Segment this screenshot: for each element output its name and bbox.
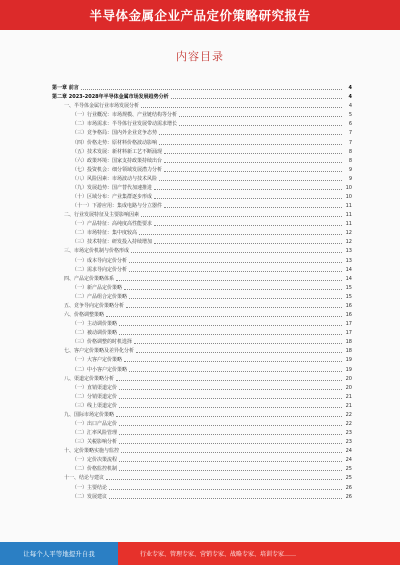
toc-entry[interactable] [52,327,352,336]
toc-entry-title: （一）产品特征：高纯度高性能要求 [72,221,153,228]
toc-entry[interactable] [52,118,352,127]
toc-entry[interactable] [52,409,352,418]
toc-entry-title: 十、定价策略实施与监控 [64,448,120,455]
toc-entry-title: （二）汇率风险管理 [72,430,118,437]
toc-entry-title: （三）竞争格局：国内外企业竞争态势 [72,130,158,137]
toc-leader-dots [119,425,342,426]
footer-experts: 行业专家、管理专家、营销专家、战略专家、培训专家…… [118,542,400,565]
toc-leader-dots [129,298,342,299]
toc-leader-dots [129,271,342,272]
toc-entry-title: （十）区域分布：产业集群逐步形成 [72,194,153,201]
toc-page-number: 24 [345,457,352,464]
toc-entry[interactable] [52,491,352,500]
toc-page-number: 17 [345,321,352,328]
toc-leader-dots [154,189,342,190]
toc-page-number: 7 [348,130,352,137]
toc-entry[interactable] [52,463,352,472]
toc-entry-title: （二）市场需求：半导体行业发展带动需求增长 [72,121,178,128]
toc-leader-dots [154,198,342,199]
toc-page-number: 5 [348,112,352,119]
toc-entry-title: （五）技术发展：新材料新工艺不断涌现 [72,148,163,155]
toc-entry[interactable] [52,200,352,209]
toc-page-number: 4 [348,94,352,101]
toc-page-number: 23 [345,430,352,437]
toc-entry[interactable] [52,472,352,481]
toc-entry-title: （二）市场特征：集中度较高 [72,230,138,237]
toc-entry[interactable] [52,427,352,436]
toc-page-number: 22 [345,411,352,418]
toc-leader-dots [109,498,342,499]
toc-page-number: 25 [345,466,352,473]
toc-leader-dots [119,389,342,390]
toc-page-number: 4 [348,85,352,92]
toc-entry-title: 一、半导体金属行业市场发展分析 [64,103,140,110]
toc-entry-title: （一）行业概况：市场规模、产业链结构等分析 [72,112,178,119]
toc-leader-dots [129,371,342,372]
toc-leader-dots [119,398,342,399]
toc-entry[interactable] [52,436,352,445]
toc-entry[interactable] [52,164,352,173]
toc-page-number: 18 [345,339,352,346]
toc-page-number: 11 [345,212,352,219]
toc-page-number: 7 [348,139,352,146]
toc-page-number: 14 [345,275,352,282]
toc-entry[interactable] [52,391,352,400]
toc-entry[interactable] [52,373,352,382]
toc-entry-title: 六、价格调整策略 [64,312,105,319]
toc-leader-dots [154,243,342,244]
toc-page-number: 25 [345,475,352,482]
toc-page-number: 23 [345,439,352,446]
toc-entry[interactable] [52,309,352,318]
toc-page-number: 22 [345,420,352,427]
toc-leader-dots [131,252,342,253]
toc-entry[interactable] [52,318,352,327]
toc-entry[interactable] [52,82,352,91]
toc-entry[interactable] [52,354,352,363]
toc-entry-title: 第二章 2023-2028年半导体金属市场发展趋势分析 [52,94,169,101]
toc-entry[interactable] [52,336,352,345]
toc-entry-title: （二）发展建议 [72,493,108,500]
toc-page-number: 15 [345,284,352,291]
toc-page-number: 8 [348,148,352,155]
toc-entry-title: 第一章 前言 [52,85,79,92]
toc-page-number: 12 [345,239,352,246]
toc-entry[interactable] [52,264,352,273]
toc-entry-title: 五、竞争导向定价策略分析 [64,302,125,309]
toc-leader-dots [106,479,342,480]
toc-page-number: 15 [345,293,352,300]
toc-page-number: 13 [345,257,352,264]
toc-entry[interactable] [52,481,352,490]
toc-entry[interactable] [52,454,352,463]
toc-entry-title: （二）需求导向定价分析 [72,266,128,273]
toc-leader-dots [171,98,342,99]
toc-entry[interactable] [52,273,352,282]
toc-entry[interactable] [52,418,352,427]
toc-leader-dots [109,489,342,490]
toc-page-number: 8 [348,157,352,164]
toc-entry-title: 四、产品定价策略体系 [64,275,115,282]
toc-page-number: 16 [345,302,352,309]
toc-entry-title: 二、行业发展特征及主要影响因素 [64,212,140,219]
toc-page-number: 19 [345,357,352,364]
toc-page-number: 21 [345,402,352,409]
toc-page-number: 6 [348,121,352,128]
toc-entry-title: （二）被动调价策略 [72,330,118,337]
toc-entry[interactable] [52,146,352,155]
toc-page-number: 26 [345,484,352,491]
toc-entry-title: （一）直销渠道定价 [72,384,118,391]
toc-entry[interactable] [52,109,352,118]
toc-entry-title: （三）线上渠道定价 [72,402,118,409]
toc-page-number: 26 [345,493,352,500]
toc-leader-dots [136,352,342,353]
toc-leader-dots [129,262,342,263]
toc-entry-title: （一）大客户定价策略 [72,357,123,364]
toc-page-number: 20 [345,384,352,391]
toc-entry-title: （六）政策环境：国家支持政策持续出台 [72,157,163,164]
toc-page-number: 14 [345,266,352,273]
toc-leader-dots [121,452,342,453]
toc-entry[interactable] [52,136,352,145]
toc-leader-dots [119,334,342,335]
toc-entry-title: （二）分销渠道定价 [72,393,118,400]
toc-page-number: 11 [345,203,352,210]
toc-leader-dots [116,280,342,281]
toc-entry-title: （一）出口产品定价 [72,420,118,427]
toc-leader-dots [164,153,342,154]
toc-leader-dots [119,443,342,444]
toc-leader-dots [124,361,342,362]
toc-entry[interactable] [52,291,352,300]
toc-entry[interactable] [52,254,352,263]
toc-entry[interactable] [52,382,352,391]
toc-entry[interactable] [52,363,352,372]
toc-leader-dots [179,116,342,117]
toc-entry[interactable] [52,100,352,109]
toc-leader-dots [141,216,342,217]
toc-entry[interactable] [52,209,352,218]
toc-entry[interactable] [52,91,352,100]
toc-entry-title: 三、市场定价机制与价格形成 [64,248,130,255]
toc-entry-title: （三）关税影响分析 [72,439,118,446]
toc-page-number: 10 [345,194,352,201]
toc-heading: 内容目录 [176,50,224,63]
toc-leader-dots [119,407,342,408]
toc-entry[interactable] [52,345,352,354]
toc-entry[interactable] [52,445,352,454]
toc-page-number: 11 [345,221,352,228]
toc-leader-dots [119,461,342,462]
toc-entry-title: 七、客户定价策略及差异化分析 [64,348,135,355]
toc-leader-dots [159,180,342,181]
toc-leader-dots [124,289,342,290]
toc-entry-title: 九、国际市场定价策略 [64,411,115,418]
toc-entry[interactable] [52,155,352,164]
toc-page-number: 20 [345,375,352,382]
toc-page-number: 17 [345,330,352,337]
toc-page-number: 9 [348,175,352,182]
toc-entry-title: （一）定价决策流程 [72,457,118,464]
report-title: 半导体金属企业产品定价策略研究报告 [89,8,311,23]
toc-entry[interactable] [52,127,352,136]
toc-page-number: 19 [345,366,352,373]
toc-entry-title: （二）价格监控机制 [72,466,118,473]
toc-entry-title: （七）投资机会：细分领域发展潜力分析 [72,166,163,173]
toc-entry-title: （九）发展趋势：国产替代加速推进 [72,184,153,191]
toc-entry-title: （一）新产品定价策略 [72,284,123,291]
toc-entry-title: （四）价格走势：原材料价格波动影响 [72,139,158,146]
toc-entry[interactable] [52,236,352,245]
toc-page-number: 13 [345,248,352,255]
toc-leader-dots [164,171,342,172]
toc-leader-dots [119,325,342,326]
toc-entry[interactable] [52,191,352,200]
toc-leader-dots [116,416,342,417]
footer-banner [0,542,400,565]
report-header [0,0,400,30]
toc-entry-title: （一）成本导向定价分析 [72,257,128,264]
toc-entry-title: （三）技术特征：研发投入持续增加 [72,239,153,246]
toc-entry-title: （十一）下游应用：集成电路与分立器件 [72,203,163,210]
toc-page-number: 24 [345,448,352,455]
toc-entry-title: （三）价格调整的时机选择 [72,339,133,346]
footer-slogan: 让每个人平等地提升自我 [0,542,118,565]
toc-page-number: 12 [345,230,352,237]
toc-leader-dots [159,144,342,145]
toc-entry[interactable] [52,173,352,182]
toc-entry[interactable] [52,282,352,291]
toc-page-number: 4 [348,103,352,110]
toc-page-number: 9 [348,166,352,173]
toc-entry[interactable] [52,182,352,191]
toc-entry-title: （一）主动调价策略 [72,321,118,328]
toc-entry[interactable] [52,245,352,254]
toc-entry-title: （八）风险因素：市场波动与技术风险 [72,175,158,182]
toc-leader-dots [154,225,342,226]
toc-page-number: 21 [345,393,352,400]
toc-leader-dots [139,234,342,235]
document-page [0,30,400,542]
toc-leader-dots [126,307,342,308]
toc-entry-title: （二）产品组合定价策略 [72,293,128,300]
toc-page-number: 10 [345,184,352,191]
toc-leader-dots [106,316,342,317]
toc-leader-dots [119,434,342,435]
toc-entry[interactable] [52,227,352,236]
toc-leader-dots [116,380,342,381]
toc-leader-dots [164,207,342,208]
toc-entry-title: （二）中小客户定价策略 [72,366,128,373]
toc-leader-dots [141,107,342,108]
toc-leader-dots [81,89,342,90]
toc-entry-title: 八、渠道定价策略分析 [64,375,115,382]
toc-leader-dots [179,125,342,126]
toc-entry[interactable] [52,218,352,227]
toc-entry[interactable] [52,300,352,309]
toc-entry[interactable] [52,400,352,409]
toc-leader-dots [159,134,342,135]
toc-leader-dots [134,343,342,344]
toc-leader-dots [119,470,342,471]
toc-page-number: 16 [345,312,352,319]
toc-page-number: 18 [345,348,352,355]
toc-leader-dots [164,162,342,163]
toc-entry-title: 十一、结论与建议 [64,475,105,482]
table-of-contents [52,82,352,500]
toc-entry-title: （一）主要结论 [72,484,108,491]
